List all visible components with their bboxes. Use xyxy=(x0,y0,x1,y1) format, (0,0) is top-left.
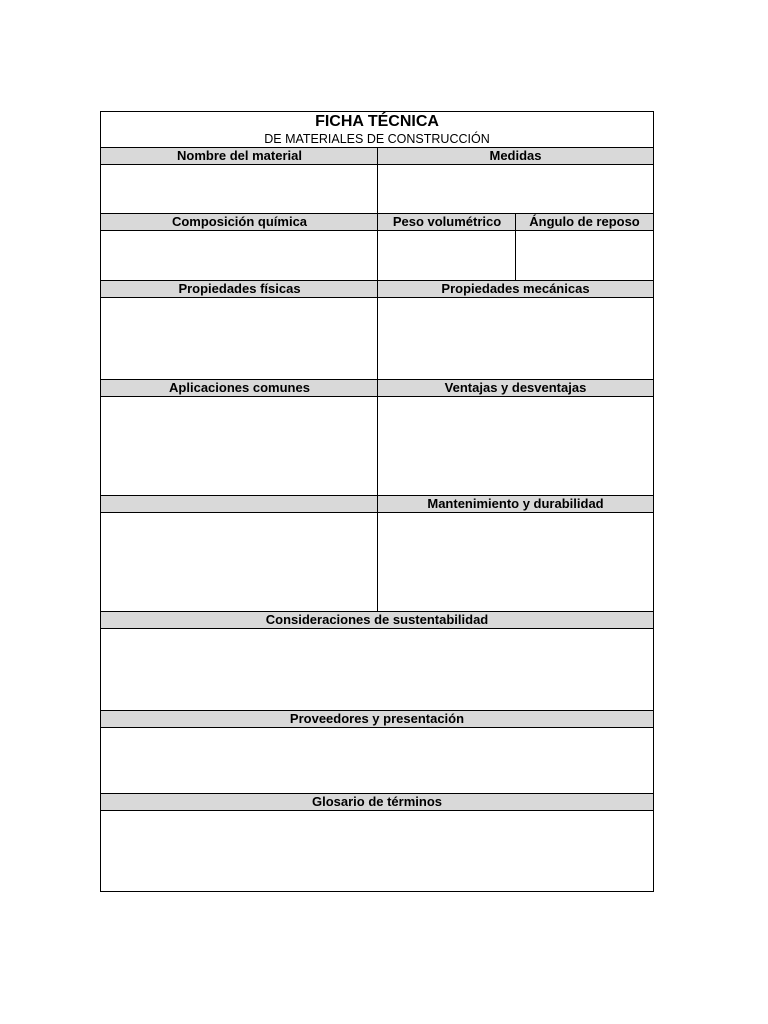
field-peso-volumetrico[interactable] xyxy=(378,231,516,281)
header-propiedades-fisicas: Propiedades físicas xyxy=(101,281,378,298)
grid-line xyxy=(101,810,653,811)
header-proveedores-presentacion: Proveedores y presentación xyxy=(101,711,653,728)
field-angulo-reposo[interactable] xyxy=(516,231,653,281)
field-propiedades-mecanicas[interactable] xyxy=(378,298,653,380)
header-peso-volumetrico: Peso volumétrico xyxy=(378,214,516,231)
sheet-subtitle: DE MATERIALES DE CONSTRUCCIÓN xyxy=(264,132,490,146)
grid-line xyxy=(101,727,653,728)
field-sustentabilidad[interactable] xyxy=(101,629,653,711)
grid-line xyxy=(101,710,653,711)
field-proveedores-presentacion[interactable] xyxy=(101,728,653,794)
grid-line xyxy=(101,793,653,794)
field-mantenimiento-durabilidad[interactable] xyxy=(378,513,653,612)
technical-sheet xyxy=(100,111,654,892)
header-mantenimiento-durabilidad: Mantenimiento y durabilidad xyxy=(378,496,653,513)
field-ventajas-desventajas[interactable] xyxy=(378,397,653,496)
field-aplicaciones-comunes[interactable] xyxy=(101,397,378,496)
header-sustentabilidad: Consideraciones de sustentabilidad xyxy=(101,612,653,629)
field-nombre-material[interactable] xyxy=(101,165,378,214)
field-left-empty[interactable] xyxy=(101,513,378,612)
header-medidas: Medidas xyxy=(378,148,653,165)
field-composicion-quimica[interactable] xyxy=(101,231,378,281)
header-ventajas-desventajas: Ventajas y desventajas xyxy=(378,380,653,397)
grid-line xyxy=(101,611,653,612)
header-glosario-terminos: Glosario de términos xyxy=(101,794,653,811)
field-glosario-terminos[interactable] xyxy=(101,811,653,891)
header-empty xyxy=(101,496,378,513)
header-angulo-reposo: Ángulo de reposo xyxy=(516,214,653,231)
header-aplicaciones-comunes: Aplicaciones comunes xyxy=(101,380,378,397)
grid-divider xyxy=(377,147,378,611)
sheet-title: FICHA TÉCNICA xyxy=(315,113,439,130)
grid-divider xyxy=(515,213,516,280)
field-propiedades-fisicas[interactable] xyxy=(101,298,378,380)
grid-line xyxy=(101,628,653,629)
header-composicion-quimica: Composición química xyxy=(101,214,378,231)
header-propiedades-mecanicas: Propiedades mecánicas xyxy=(378,281,653,298)
field-medidas[interactable] xyxy=(378,165,653,214)
header-nombre-material: Nombre del material xyxy=(101,148,378,165)
